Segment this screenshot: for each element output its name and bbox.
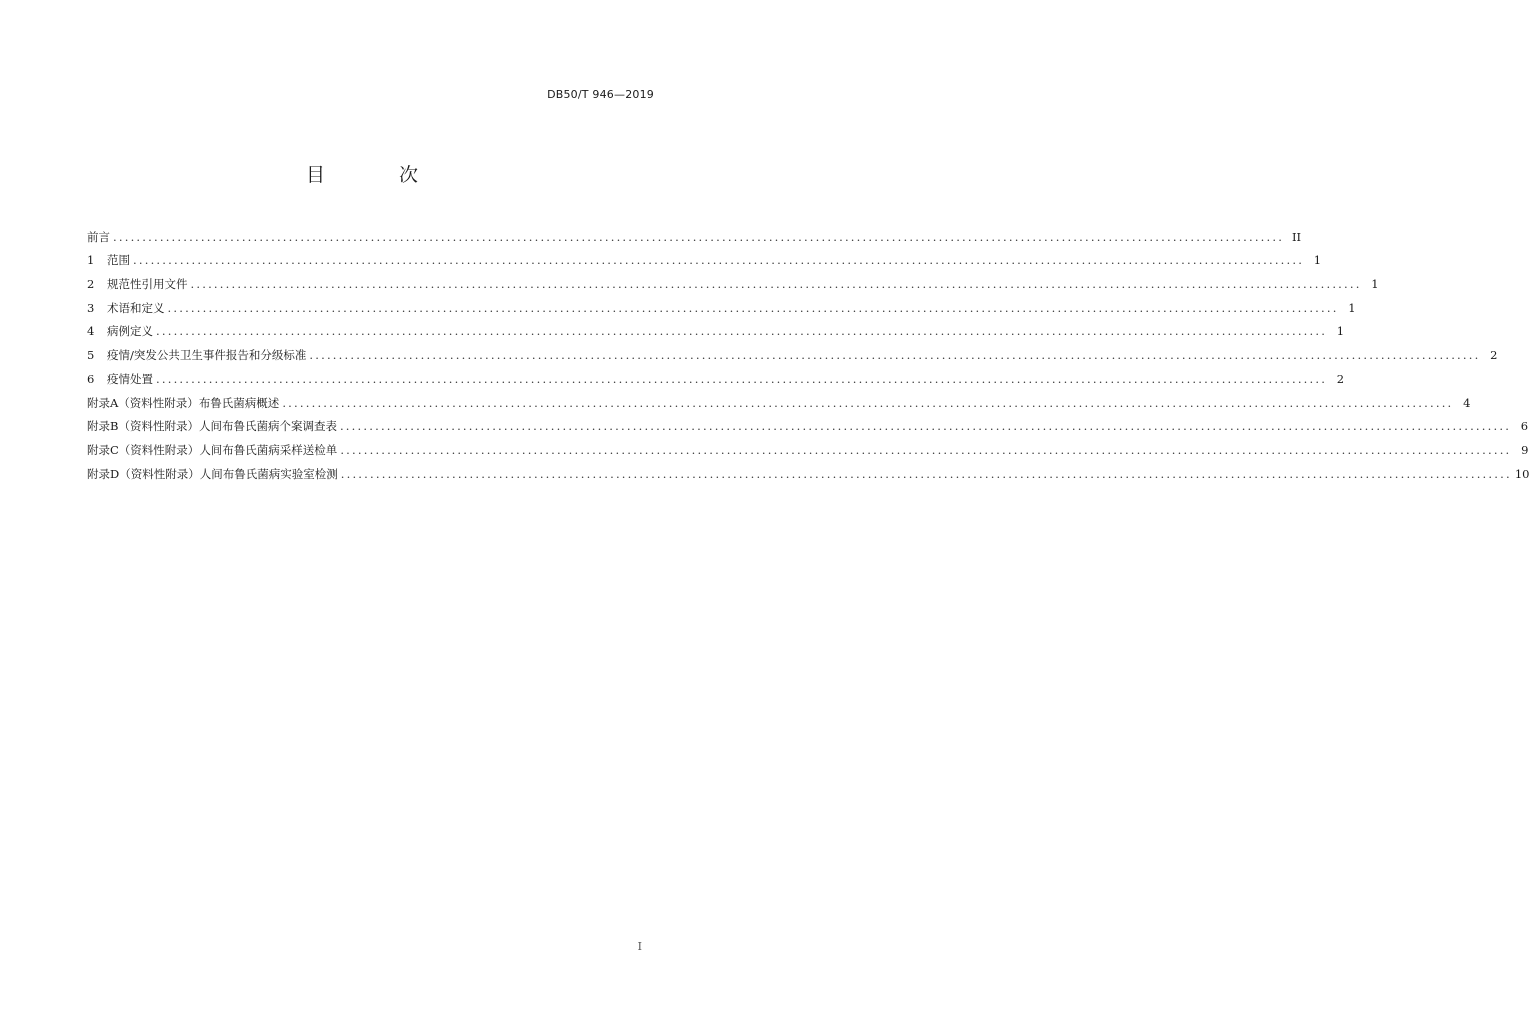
- toc-entry-page: 1: [1313, 253, 1322, 268]
- toc-entry[interactable]: [87, 386, 1471, 410]
- toc-entry-page: 1: [1336, 324, 1345, 339]
- document-code: DB50/T 946—2019: [547, 88, 654, 101]
- toc-entry-appendix: 附录C（资料性附录）: [87, 442, 200, 457]
- toc-entry[interactable]: [87, 433, 1529, 457]
- toc-entry-page: 9: [1521, 442, 1529, 457]
- toc-entry-number: 6: [87, 371, 95, 386]
- toc-leader-dots: ........................................................................................................................................................................................................: [282, 395, 1454, 410]
- toc-entry[interactable]: [87, 220, 1302, 244]
- toc-entry[interactable]: [87, 410, 1529, 434]
- toc-entry-label: 疫情处置: [107, 371, 153, 386]
- toc-entry[interactable]: [87, 315, 1345, 339]
- toc-entry-page: II: [1292, 229, 1302, 244]
- toc-entry-page: 4: [1463, 395, 1471, 410]
- toc-leader-dots: ........................................................................................................................................................................................................: [167, 300, 1339, 315]
- toc-leader-dots: ........................................................................................................................................................................................................: [309, 348, 1481, 363]
- toc-entry[interactable]: [87, 244, 1322, 268]
- toc-entry[interactable]: [87, 457, 1529, 481]
- toc-entry-label: 人间布鲁氏菌病实验室检测: [199, 466, 338, 481]
- toc-entry-number: 5: [87, 348, 95, 363]
- toc-entry-label: 人间布鲁氏菌病采样送检单: [199, 442, 338, 457]
- toc-entry[interactable]: [87, 291, 1356, 315]
- toc-entry-appendix: 附录D（资料性附录）: [87, 466, 200, 481]
- toc-leader-dots: ........................................................................................................................................................................................................: [156, 324, 1328, 339]
- toc-entry-label: 人间布鲁氏菌病个案调查表: [198, 419, 337, 434]
- toc-entry-page: 1: [1348, 300, 1356, 315]
- toc-entry-appendix: 附录B（资料性附录）: [87, 419, 199, 434]
- toc-list: [87, 220, 1529, 481]
- toc-leader-dots: ........................................................................................................................................................................................................: [113, 229, 1285, 244]
- toc-entry-page: 2: [1490, 348, 1498, 363]
- toc-leader-dots: ........................................................................................................................................................................................................: [339, 419, 1512, 434]
- toc-entry-label: 术语和定义: [107, 300, 165, 315]
- toc-entry-page: 2: [1336, 371, 1345, 386]
- toc-entry-page: 1: [1371, 277, 1379, 292]
- toc-entry-number: 4: [87, 324, 95, 339]
- toc-entry-number: 1: [87, 253, 95, 268]
- toc-leader-dots: ........................................................................................................................................................................................................: [340, 466, 1512, 481]
- toc-entry-label: 范围: [107, 253, 130, 268]
- toc-entry[interactable]: [87, 267, 1379, 292]
- toc-entry-appendix: 附录A（资料性附录）: [87, 395, 199, 410]
- toc-entry-label: 病例定义: [107, 324, 153, 339]
- toc-leader-dots: ........................................................................................................................................................................................................: [156, 371, 1328, 386]
- toc-entry-number: 3: [87, 300, 95, 315]
- toc-entry[interactable]: [87, 338, 1498, 363]
- toc-title: 目 次: [305, 164, 453, 186]
- toc-leader-dots: ........................................................................................................................................................................................................: [190, 277, 1362, 292]
- toc-leader-dots: ........................................................................................................................................................................................................: [340, 442, 1512, 457]
- toc-entry-label: 布鲁氏菌病概述: [198, 395, 280, 410]
- toc-entry-page: 6: [1520, 419, 1529, 434]
- toc-entry-number: 2: [87, 277, 95, 292]
- toc-entry-label: 规范性引用文件: [107, 277, 188, 292]
- toc-leader-dots: ........................................................................................................................................................................................................: [133, 253, 1305, 268]
- toc-entry-label: 疫情/突发公共卫生事件报告和分级标准: [107, 348, 307, 363]
- toc-entry-label: 前言: [87, 229, 110, 244]
- page-number: I: [637, 940, 642, 953]
- toc-entry-page: 10: [1514, 466, 1529, 481]
- toc-entry[interactable]: [87, 362, 1345, 386]
